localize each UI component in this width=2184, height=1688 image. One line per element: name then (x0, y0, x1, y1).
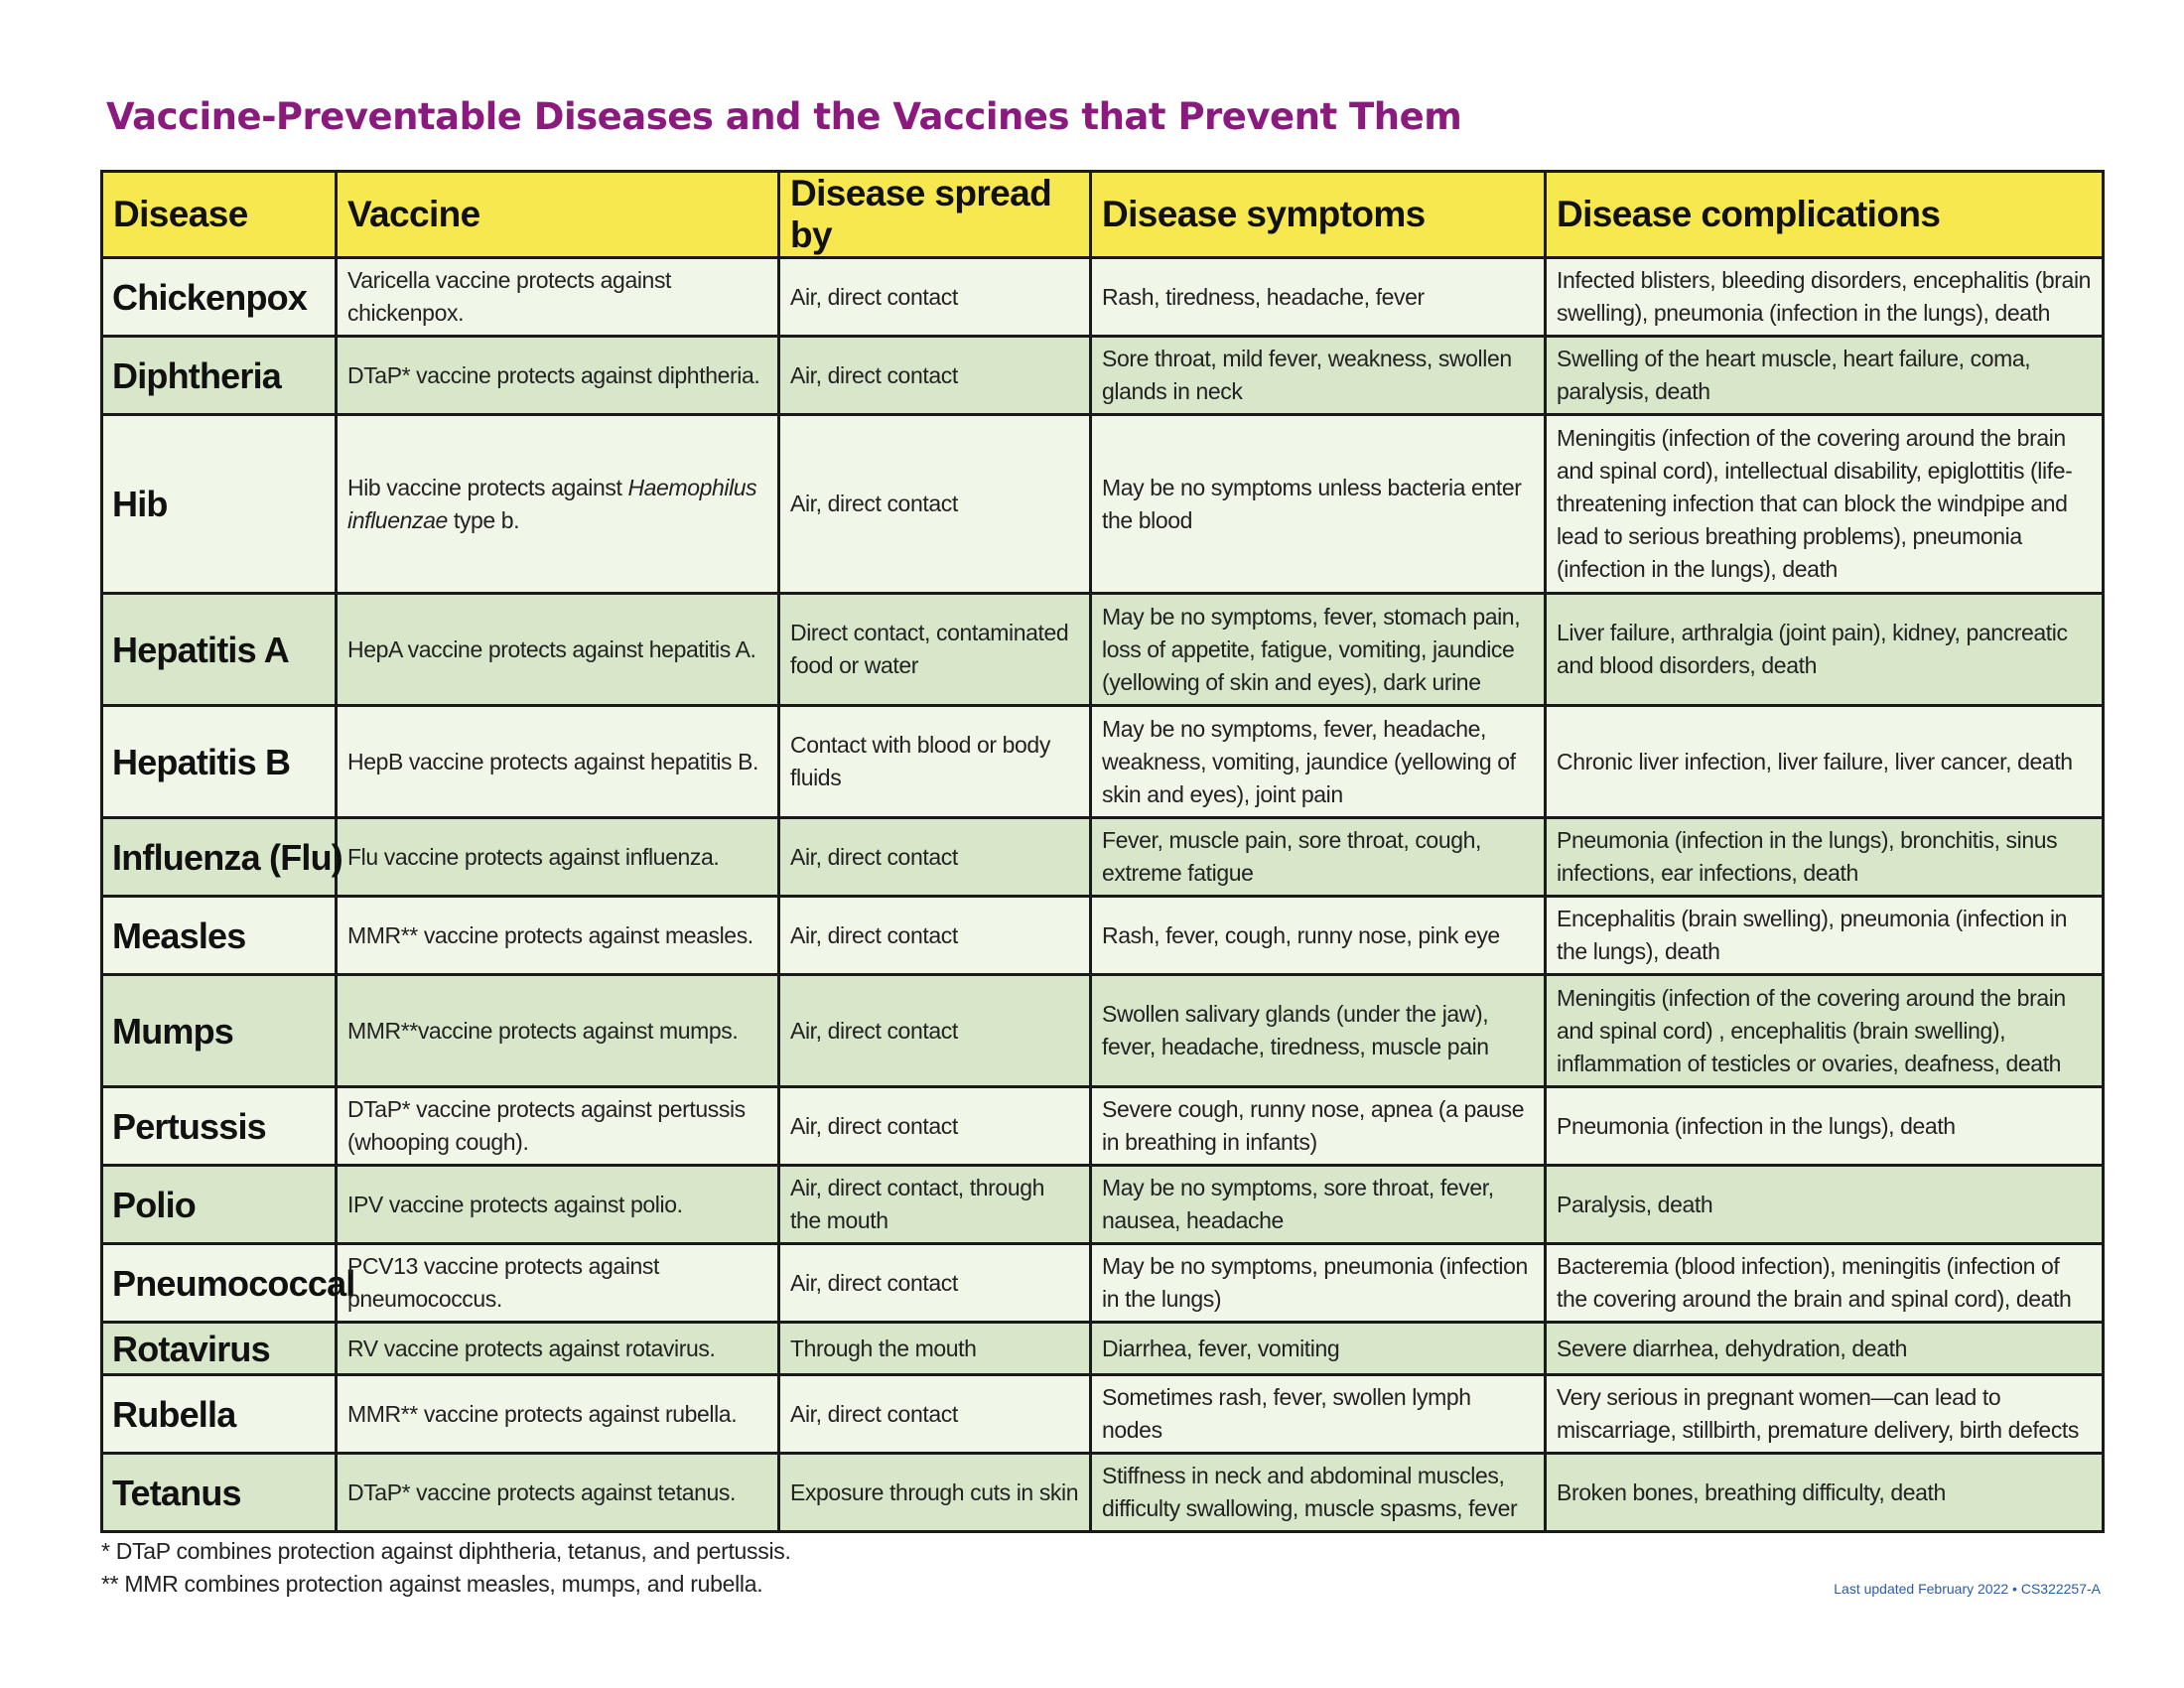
table-row (102, 594, 2104, 706)
spread-cell: Air, direct contact (779, 1244, 1091, 1323)
vaccine-cell: Varicella vaccine protects against chickenpox. (337, 258, 779, 337)
table-row (102, 1166, 2104, 1244)
vaccine-cell: MMR** vaccine protects against rubella. (337, 1375, 779, 1454)
vaccine-cell: Flu vaccine protects against influenza. (337, 818, 779, 897)
page-title: Vaccine-Preventable Diseases and the Vaccines that Prevent Them (106, 95, 1462, 138)
vaccine-text: type b. (447, 506, 520, 533)
disease-cell: Mumps (102, 975, 337, 1087)
table-row (102, 1323, 2104, 1375)
complications-cell: Liver failure, arthralgia (joint pain), kidney, pancreatic and blood disorders, death (1546, 594, 2104, 706)
vaccine-cell: HepB vaccine protects against hepatitis B. (337, 706, 779, 818)
spread-cell: Air, direct contact (779, 415, 1091, 594)
disease-cell: Tetanus (102, 1454, 337, 1532)
vaccine-cell: MMR**vaccine protects against mumps. (337, 975, 779, 1087)
vaccine-table (100, 170, 2105, 1533)
disease-cell: Pertussis (102, 1087, 337, 1166)
vaccine-cell: MMR** vaccine protects against measles. (337, 897, 779, 975)
disease-cell: Polio (102, 1166, 337, 1244)
table-row (102, 1454, 2104, 1532)
complications-cell: Encephalitis (brain swelling), pneumonia (infection in the lungs), death (1546, 897, 2104, 975)
header-symptoms: Disease symptoms (1091, 172, 1546, 258)
vaccine-cell: RV vaccine protects against rotavirus. (337, 1323, 779, 1375)
table-row (102, 337, 2104, 415)
symptoms-cell: Stiffness in neck and abdominal muscles, difficulty swallowing, muscle spasms, fever (1091, 1454, 1546, 1532)
complications-cell: Meningitis (infection of the covering around the brain and spinal cord) , encephalitis (brain swelling), inflammation of testicles or ovaries, deafness, death (1546, 975, 2104, 1087)
spread-cell: Contact with blood or body fluids (779, 706, 1091, 818)
disease-cell: Measles (102, 897, 337, 975)
vaccine-cell (337, 415, 779, 594)
symptoms-cell: Sore throat, mild fever, weakness, swollen glands in neck (1091, 337, 1546, 415)
spread-cell: Air, direct contact (779, 258, 1091, 337)
spread-cell: Air, direct contact (779, 975, 1091, 1087)
disease-cell: Rubella (102, 1375, 337, 1454)
complications-cell: Chronic liver infection, liver failure, liver cancer, death (1546, 706, 2104, 818)
table-row (102, 1087, 2104, 1166)
disease-cell: Hib (102, 415, 337, 594)
scientific-name: Haemophilus influenzae (347, 474, 757, 533)
table-row (102, 1244, 2104, 1323)
footnote-dtap: * DTaP combines protection against diphtheria, tetanus, and pertussis. (101, 1538, 791, 1564)
disease-cell: Rotavirus (102, 1323, 337, 1375)
spread-cell: Air, direct contact (779, 1375, 1091, 1454)
spread-cell: Air, direct contact (779, 1087, 1091, 1166)
symptoms-cell: Fever, muscle pain, sore throat, cough, extreme fatigue (1091, 818, 1546, 897)
spread-cell: Exposure through cuts in skin (779, 1454, 1091, 1532)
symptoms-cell: May be no symptoms, fever, headache, weakness, vomiting, jaundice (yellowing of skin and eyes), joint pain (1091, 706, 1546, 818)
symptoms-cell: Sometimes rash, fever, swollen lymph nodes (1091, 1375, 1546, 1454)
vaccine-cell: PCV13 vaccine protects against pneumococcus. (337, 1244, 779, 1323)
spread-cell: Air, direct contact, through the mouth (779, 1166, 1091, 1244)
symptoms-cell: May be no symptoms unless bacteria enter the blood (1091, 415, 1546, 594)
symptoms-cell: Severe cough, runny nose, apnea (a pause in breathing in infants) (1091, 1087, 1546, 1166)
symptoms-cell: Diarrhea, fever, vomiting (1091, 1323, 1546, 1375)
table-row (102, 415, 2104, 594)
complications-cell: Severe diarrhea, dehydration, death (1546, 1323, 2104, 1375)
complications-cell: Broken bones, breathing difficulty, death (1546, 1454, 2104, 1532)
disease-cell: Hepatitis B (102, 706, 337, 818)
complications-cell: Pneumonia (infection in the lungs), death (1546, 1087, 2104, 1166)
vaccine-cell: DTaP* vaccine protects against diphtheria. (337, 337, 779, 415)
disease-cell: Diphtheria (102, 337, 337, 415)
symptoms-cell: Rash, tiredness, headache, fever (1091, 258, 1546, 337)
table-row (102, 975, 2104, 1087)
vaccine-cell: DTaP* vaccine protects against pertussis (whooping cough). (337, 1087, 779, 1166)
last-updated-note: Last updated February 2022 • CS322257-A (1834, 1581, 2101, 1597)
disease-cell: Hepatitis A (102, 594, 337, 706)
vaccine-cell: HepA vaccine protects against hepatitis A. (337, 594, 779, 706)
table-row (102, 1375, 2104, 1454)
disease-cell: Chickenpox (102, 258, 337, 337)
table-row (102, 897, 2104, 975)
disease-cell: Pneumococcal (102, 1244, 337, 1323)
vaccine-cell: IPV vaccine protects against polio. (337, 1166, 779, 1244)
table-row (102, 258, 2104, 337)
disease-cell: Influenza (Flu) (102, 818, 337, 897)
complications-cell: Infected blisters, bleeding disorders, encephalitis (brain swelling), pneumonia (infection in the lungs), death (1546, 258, 2104, 337)
symptoms-cell: May be no symptoms, pneumonia (infection in the lungs) (1091, 1244, 1546, 1323)
complications-cell: Paralysis, death (1546, 1166, 2104, 1244)
header-spread: Disease spread by (779, 172, 1091, 258)
symptoms-cell: Swollen salivary glands (under the jaw), fever, headache, tiredness, muscle pain (1091, 975, 1546, 1087)
symptoms-cell: May be no symptoms, fever, stomach pain, loss of appetite, fatigue, vomiting, jaundice (yellowing of skin and eyes), dark urine (1091, 594, 1546, 706)
complications-cell: Meningitis (infection of the covering around the brain and spinal cord), intellectual disability, epiglottitis (life-threatening infection that can block the windpipe and lead to serious breathing problems), pneumonia (infection in the lungs), death (1546, 415, 2104, 594)
header-complications: Disease complications (1546, 172, 2104, 258)
spread-cell: Air, direct contact (779, 897, 1091, 975)
spread-cell: Air, direct contact (779, 818, 1091, 897)
complications-cell: Pneumonia (infection in the lungs), bronchitis, sinus infections, ear infections, death (1546, 818, 2104, 897)
header-disease: Disease (102, 172, 337, 258)
table-row (102, 818, 2104, 897)
vaccine-text: Hib vaccine protects against (347, 474, 628, 500)
table-header-row (102, 172, 2104, 258)
symptoms-cell: Rash, fever, cough, runny nose, pink eye (1091, 897, 1546, 975)
footnotes (101, 1535, 791, 1601)
symptoms-cell: May be no symptoms, sore throat, fever, nausea, headache (1091, 1166, 1546, 1244)
spread-cell: Direct contact, contaminated food or water (779, 594, 1091, 706)
footnote-mmr: ** MMR combines protection against measles, mumps, and rubella. (101, 1571, 763, 1597)
complications-cell: Very serious in pregnant women—can lead to miscarriage, stillbirth, premature delivery, birth defects (1546, 1375, 2104, 1454)
complications-cell: Swelling of the heart muscle, heart failure, coma, paralysis, death (1546, 337, 2104, 415)
header-vaccine: Vaccine (337, 172, 779, 258)
table-row (102, 706, 2104, 818)
complications-cell: Bacteremia (blood infection), meningitis (infection of the covering around the brain and spinal cord), death (1546, 1244, 2104, 1323)
spread-cell: Through the mouth (779, 1323, 1091, 1375)
vaccine-cell: DTaP* vaccine protects against tetanus. (337, 1454, 779, 1532)
spread-cell: Air, direct contact (779, 337, 1091, 415)
